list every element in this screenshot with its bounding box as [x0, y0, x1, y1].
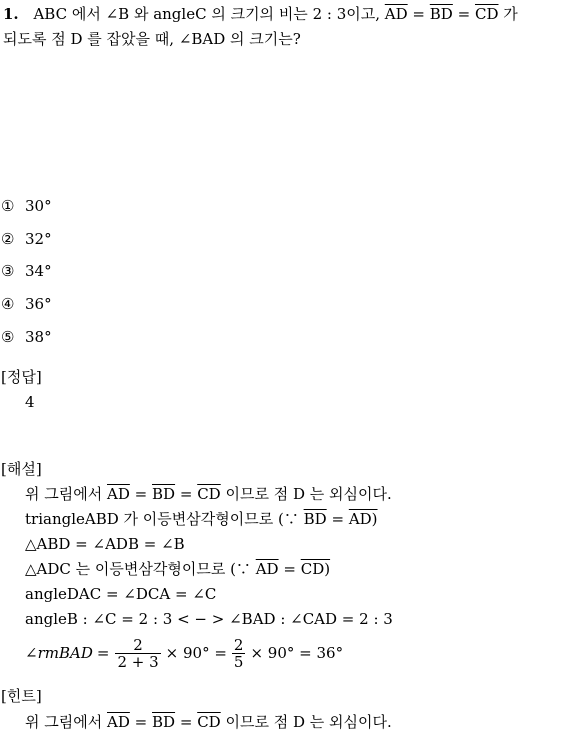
choice-marker: ⑤ [1, 327, 15, 346]
question-line-1 [3, 2, 571, 27]
question-line-2: 되도록 점 D 를 잡았을 때, ∠BAD 의 크기는? [3, 30, 301, 48]
solution-text: × 90° = 36° [250, 644, 344, 662]
segment-bd: $\overline{BD}$ [152, 485, 176, 503]
hint-line [25, 710, 392, 735]
equals-sign: = [179, 485, 193, 503]
choice-3[interactable] [1, 255, 52, 288]
segment-ad: $\overline{AD}$ [107, 713, 130, 731]
segment-bd: $\overline{BD}$ [152, 713, 176, 731]
solution-line-4 [25, 557, 393, 582]
solution-body [25, 482, 393, 674]
choice-5[interactable] [1, 320, 52, 353]
choice-1[interactable] [1, 190, 52, 223]
segment-cd: $\overline{CD}$ [197, 713, 221, 731]
choice-marker: ④ [1, 295, 15, 314]
segment-ad: $\overline{AD}$ [107, 485, 130, 503]
choice-marker: ③ [1, 262, 15, 281]
solution-line-7 [25, 632, 393, 674]
italic-label: rmBAD [37, 644, 93, 662]
segment-ad: $\overline{AD}$ [384, 5, 408, 23]
equals-sign: = [134, 713, 148, 731]
fraction-numerator: 2 [233, 635, 244, 654]
answer-label: [정답] [1, 368, 42, 386]
choice-list [1, 190, 52, 353]
segment-ad: AD) [348, 510, 378, 528]
hint-text: 위 그림에서 [25, 713, 103, 731]
angle-symbol: ∠ [25, 644, 38, 662]
fraction-denominator: 5 [233, 652, 244, 671]
answer-value: 4 [25, 393, 35, 411]
equals-sign: = [179, 713, 193, 731]
fraction [115, 637, 160, 670]
choice-text: 32° [25, 229, 52, 248]
fraction-numerator: 2 [133, 635, 143, 654]
equals-sign: = [96, 644, 110, 662]
question-text-part1: ABC 에서 ∠B 와 angleC 의 크기의 비는 2 : 3이고, [33, 5, 380, 23]
fraction-denominator: 2 + 3 [117, 652, 159, 671]
fraction [232, 637, 246, 670]
solution-text: △ADC 는 이등변삼각형이므로 (∵ [25, 560, 251, 578]
question [3, 2, 571, 52]
segment-cd: CD) [300, 560, 331, 578]
solution-line-2 [25, 507, 393, 532]
solution-text: 이므로 점 D 는 외심이다. [225, 485, 392, 503]
equals-sign: = [331, 510, 345, 528]
equals-sign: = [457, 5, 471, 23]
choice-marker: ① [1, 197, 15, 216]
choice-text: 36° [25, 295, 52, 314]
solution-line-3: △ABD = ∠ADB = ∠B [25, 535, 185, 553]
hint-text: 이므로 점 D 는 외심이다. [225, 713, 392, 731]
segment-bd: $\overline{BD}$ [303, 510, 327, 528]
equals-sign: = [283, 560, 296, 578]
equals-sign: = [412, 5, 425, 23]
choice-text: 38° [25, 327, 52, 346]
choice-4[interactable] [1, 288, 52, 321]
segment-cd: $\overline{CD}$ [474, 5, 499, 23]
hint-label: [힌트] [1, 687, 42, 705]
equals-sign: = [134, 485, 148, 503]
solution-line-1 [25, 482, 393, 507]
hint-body [25, 710, 392, 735]
segment-cd: $\overline{CD}$ [197, 485, 221, 503]
segment-bd: $\overline{BD}$ [429, 5, 453, 23]
solution-text: 위 그림에서 [25, 485, 103, 503]
solution-line-5: angleDAC = ∠DCA = ∠C [25, 585, 217, 603]
solution-text: × 90° = [165, 644, 227, 662]
solution-label: [해설] [1, 460, 42, 478]
choice-marker: ② [1, 229, 15, 248]
choice-2[interactable] [1, 223, 52, 256]
solution-text: triangleABD 가 이등변삼각형이므로 (∵ [25, 510, 299, 528]
segment-ad: $\overline{AD}$ [255, 560, 279, 578]
choice-text: 34° [25, 262, 52, 281]
question-number: 1. [3, 5, 19, 23]
question-text-part2: 가 [503, 5, 518, 23]
choice-text: 30° [25, 197, 52, 216]
solution-line-6: angleB : ∠C = 2 : 3 < − > ∠BAD : ∠CAD = 2 : 3 [25, 610, 393, 628]
